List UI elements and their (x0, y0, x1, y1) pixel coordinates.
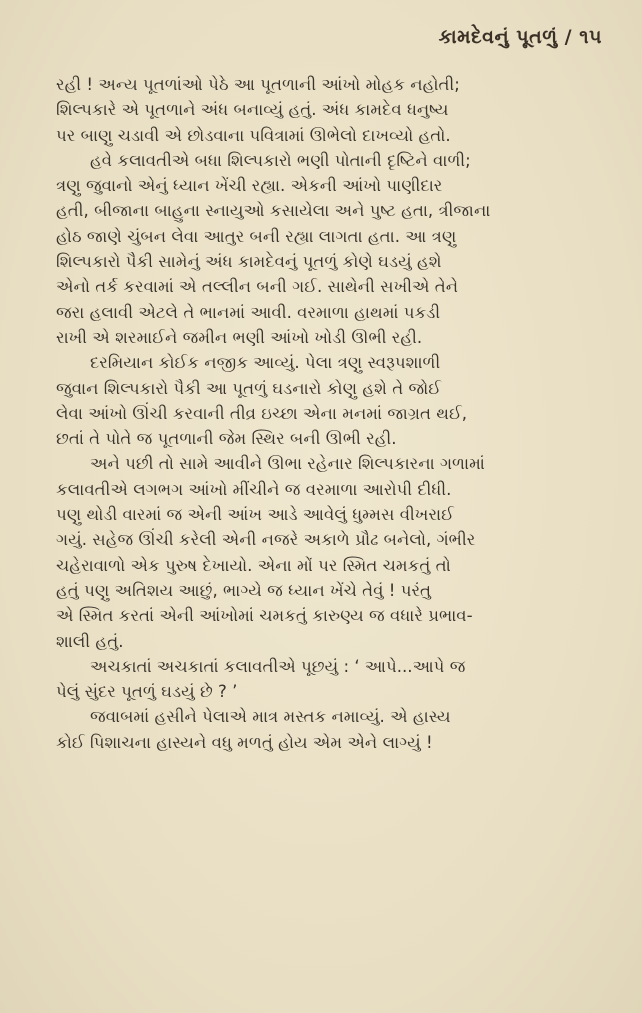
text-line: ગયું. સહેજ ઊંચી કરેલી એની નજરે અકાળે પ્રૌઢ બનેલો, ગંભીર (56, 530, 476, 550)
text-line: શાલી હતું. (56, 631, 124, 651)
text-line: પણુ થોડી વારમાં જ એની આંખ આડે આવેલું ધુમ્મસ વીખરાઈ (56, 505, 454, 525)
text-line: હતી, બીજાના બાહુના સ્નાયુઓ કસાયેલા અને પુષ્ટ હતા, ત્રીજાના (56, 201, 491, 221)
running-header: કામદેવનું પૂતળું / ૧૫ (438, 26, 602, 48)
text-line: એનો તર્ક કરવામાં એ તલ્લીન બની ગઈ. સાથેની સખીએ તેને (56, 277, 459, 297)
text-line: હતું પણુ અતિશય આછું, ભાગ્યે જ ધ્યાન ખેંચે તેવું ! પરંતુ (56, 580, 432, 600)
paragraph-2 (56, 148, 612, 350)
paragraph-5 (56, 654, 612, 705)
text-line: પર બાણુ ચડાવી એ છોડવાના પવિત્રામાં ઊભેલો દાખવ્યો હતો. (56, 125, 451, 145)
text-line: ચહેરાવાળો એક પુરુષ દેખાયો. એના મોં પર સ્મિત ચમકતું તો (56, 555, 451, 575)
text-line: રહી ! અન્ય પૂતળાંઓ પેઠે આ પૂતળાની આંખો મોહક નહોતી; (56, 75, 460, 94)
text-line: એ સ્મિત કરતાં એની આંખોમાં ચમકતું કારુણ્ય જ વધારે પ્રભાવ- (56, 606, 473, 626)
text-line: લેવા આંખો ઊંચી કરવાની તીવ્ર ઇચ્છા એના મનમાં જાગ્રત થઈ, (56, 403, 468, 423)
text-line: હોઠ જાણે ચુંબન લેવા આતુર બની રહ્યા લાગતા હતા. આ ત્રણુ (56, 226, 457, 246)
page-body (56, 72, 612, 755)
paragraph-3 (56, 350, 612, 451)
text-line: જુવાન શિલ્પકારો પૈકી આ પૂતળું ઘડનારો કોણુ હશે તે જોઈ (56, 378, 442, 398)
text-line: અચકાતાં અચકાતાં કલાવતીએ પૂછયું : ‘ આપે...આપે જ (90, 656, 466, 676)
paragraph-6 (56, 704, 612, 755)
text-line: જરા હલાવી એટલે તે ભાનમાં આવી. વરમાળા હાથમાં પકડી (56, 302, 441, 322)
text-line: પેલું સુંદર પૂતળું ઘડયું છે ? ’ (56, 682, 238, 702)
text-line: જવાબમાં હસીને પેલાએ માત્ર મસ્તક નમાવ્યું. એ હાસ્ય (90, 707, 451, 727)
text-line: દરમિયાન કોઈક નજીક આવ્યું. પેલા ત્રણુ સ્વરૂપશાળી (90, 353, 441, 373)
text-line: કોઈ પિશાચના હાસ્યને વધુ મળતું હોય એમ એને લાગ્યું ! (56, 732, 433, 752)
paragraph-4 (56, 451, 612, 653)
text-line: રાખી એ શરમાઈને જમીન ભણી આંખો ખોડી ઊભી રહી. (56, 327, 423, 347)
text-line: છતાં તે પોતે જ પૂતળાની જેમ સ્થિર બની ઊભી રહી. (56, 429, 397, 449)
paragraph-1 (56, 72, 612, 148)
text-line: હવે કલાવતીએ બધા શિલ્પકારો ભણી પોતાની દૃષ્ટિને વાળી; (90, 150, 471, 170)
text-line: અને પછી તો સામે આવીને ઊભા રહેનાર શિલ્પકારના ગળામાં (90, 454, 485, 474)
text-line: શિલ્પકારે એ પૂતળાને અંધ બનાવ્યું હતું. અંધ કામદેવ ધનુષ્ય (56, 100, 449, 120)
text-line: ત્રણુ જુવાનો એનું ધ્યાન ખેંચી રહ્યા. એકની આંખો પાણીદાર (56, 176, 443, 196)
text-line: કલાવતીએ લગભગ આંખો મીંચીને જ વરમાળા આરોપી દીધી. (56, 479, 452, 499)
text-line: શિલ્પકારો પૈકી સામેનું અંધ કામદેવનું પૂતળું કોણે ઘડયું હશે (56, 252, 442, 272)
